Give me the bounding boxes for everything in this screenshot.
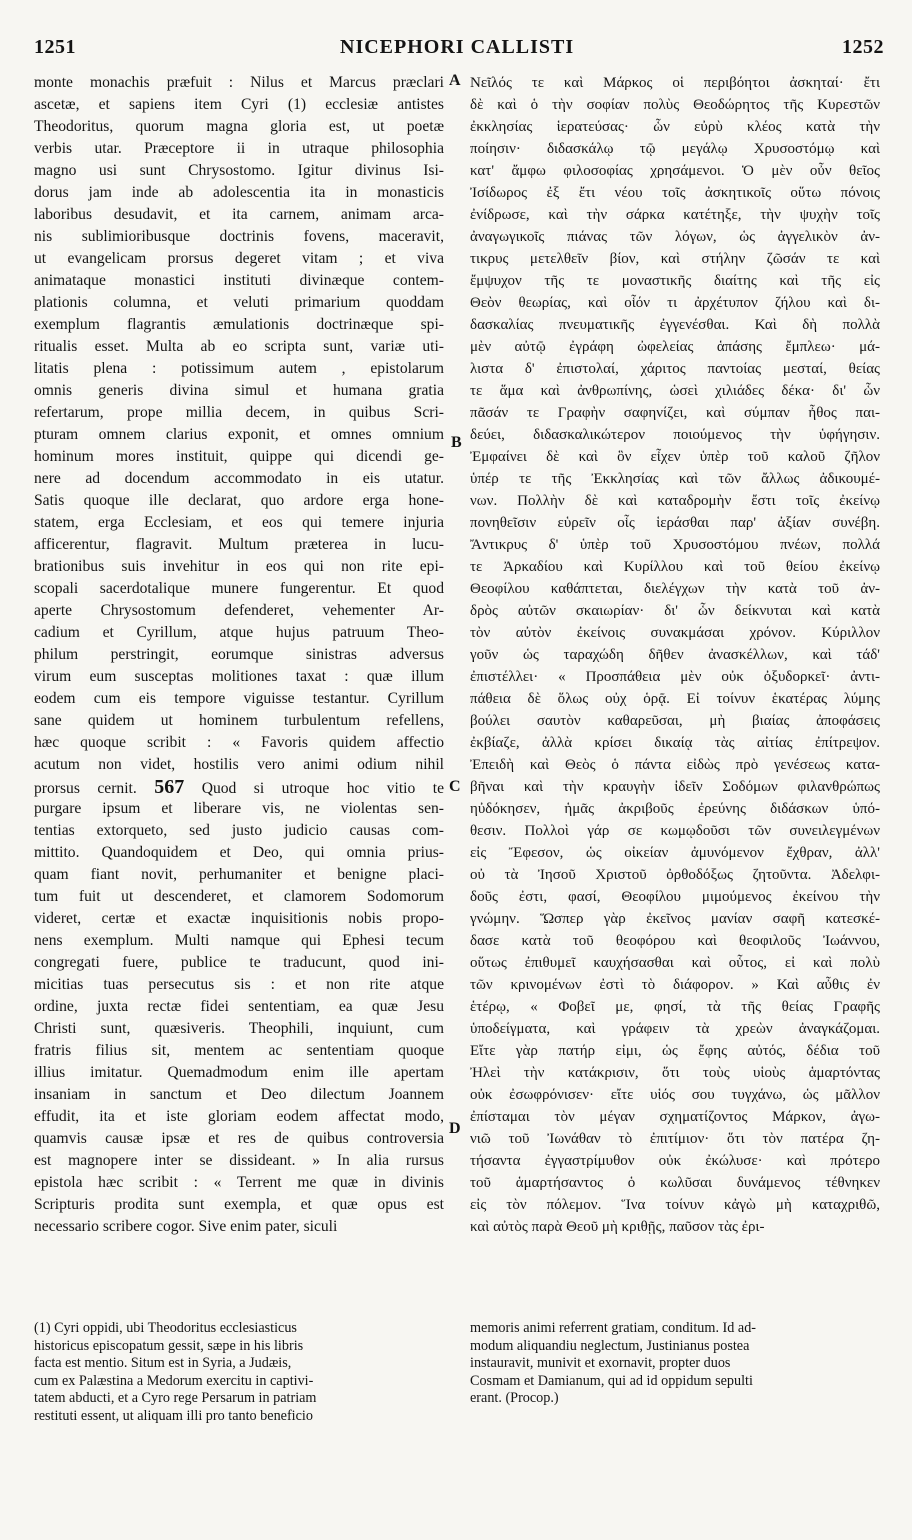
greek-text-line: Ἐπειδὴ καὶ Θεὸς ὁ πάντα εἰδὼς πρὸ γενέσεως κατα- [470,757,880,773]
margin-marker-d: D [449,1120,461,1137]
latin-text-line: aperte Chrysostomum defenderet, vehementer Ar- [34,602,444,619]
latin-text-line: plationis columna, et veluti primarium quoddam [34,294,444,311]
footnote-line: (1) Cyri oppidi, ubi Theodoritus ecclesiasticus [34,1320,297,1336]
greek-text-line: Ἐμφαίνει δὲ καὶ ὃν εἶχεν ὑπὲρ τοῦ καλοῦ ζῆλον [470,449,880,465]
greek-text-line: οὐκ ἐσωφρόνισεν· εἴτε υἱός σου τυγχάνω, ὡς μᾶλλον [470,1087,880,1103]
footnote-line: instauravit, munivit et exornavit, propter duos [470,1355,731,1372]
greek-text-line: Θεοφίλου καθάπτεται, διελέγχων τὴν κατὰ τοῦ ἀν- [470,581,880,597]
latin-text-line: Theodoritus, quorum magna gloria est, ut poetæ [34,118,444,135]
greek-text-column [470,72,880,1238]
latin-text-line: ut evangelicam prorsus degeret vitam ; et viva [34,250,444,267]
greek-text-line: λιστα δ' ἐπιστολαί, χάριτος παντοίας μεσταί, θείας [470,361,880,377]
latin-text-line: mittito. Quandoquidem et Deo, qui omnia prius- [34,844,444,861]
footnote-line: tatem abducti, et a Cyro rege Persarum in patriam [34,1390,317,1407]
latin-text-line: sane quidem ut hominem turbulentum refellens, [34,712,444,729]
margin-marker-a: A [449,72,461,89]
greek-text-line: εἰς τὸν πόλεμον. Ἵνα τοίνυν κἀγὼ μὴ καταχριθῶ, [470,1197,880,1213]
margin-marker-b: B [451,434,462,451]
greek-text-line: πονηθεῖσιν εὑρεῖν οἷς ἱεράσθαι παρ' ἀξίαν συνέβη. [470,515,880,531]
latin-text-line: cadium et Cyrillum, atque hujus patruum Theo- [34,624,444,641]
greek-text-line: τε Ἀρκαδίου καὶ Κυρίλλου καὶ τοῦ θείου ἐκείνῳ [470,559,880,575]
footnote-line: restituti essent, ut aliquam illi pro tanto beneficio [34,1407,313,1424]
latin-text-line: nere ad docendum accommodato in eis utatur. [34,470,444,487]
footnote-left [34,1320,444,1426]
latin-text-line: prorsus cernit. 567 Quod si utroque hoc vitio te [34,776,444,798]
latin-text-line: eodem cum eis tempore viguisse testantur. Cyrillum [34,690,444,707]
latin-text-line: nis sublimioribusque doctrinis fovens, maceravit, [34,228,444,245]
greek-text-line: Ἠλεὶ τὴν κατάκρισιν, ὅτι τοὺς υἱοὺς ἁμαρτόντας [470,1065,880,1081]
greek-text-line: ὑπέρ τε τῆς Ἐκκλησίας καὶ τῶν ἄλλως ἀδικουμέ- [470,471,880,487]
latin-text-line: illius imitatur. Quemadmodum enim ille apertam [34,1064,444,1081]
greek-text-line: μὲν αὐτῷ ἐγράφη ὠφελείας ἁπάσης ἔμπλεω· μά- [470,339,880,355]
latin-text-line: acutum non videt, hostilis vero animi odium nihil [34,756,444,773]
greek-text-line: οὕτως ἐπιθυμεῖ καυχήσασθαι καὶ οὗτος, εἰ καὶ πολὺ [470,955,880,971]
latin-text-line: ordine, juxta rectæ fidei sententiam, ea quæ Jesu [34,998,444,1015]
greek-text-line: ὑποδείγματα, καὶ γράφειν τὰ χρεὼν ἀναγκάζομαι. [470,1021,880,1037]
footnote-line: Cosmam et Damianum, qui ad id oppidum sepulti [470,1372,753,1389]
latin-text-line: afficerentur, flagravit. Multum præterea in lucu- [34,536,444,553]
greek-text-line: τοῦ ἁμαρτήσαντος ὁ κωλῦσαι δυνάμενος τέθνηκεν [470,1175,880,1191]
latin-text-line: brationibus suis invehitur in eos qui non rite epi- [34,558,444,575]
greek-text-line: Ἄντικρυς δ' ὑπὲρ τοῦ Χρυσοστόμου πνέων, πολλά [470,537,880,553]
greek-text-line: ηὐδόκησεν, ἡμᾶς ἀκριβοῦς ἐρεύνης διδάσκων ὑπό- [470,801,880,817]
latin-text-line: fratris filius sit, mentem ac sententiam quoque [34,1042,444,1059]
margin-marker-c: C [449,778,461,795]
greek-text-line: πάθεια δὲ ὅλως οὐχ ὁρᾷ. Εἰ τοίνυν ἑκατέρας λύμης [470,691,880,707]
greek-text-line: τῶν κρινομένων ἐστὶ τὸ διάφορον. » Καὶ αὖθις ἐν [470,977,880,993]
greek-text-line: τήσαντα ἐγγαστρίμυθον οὐκ ἐκώλυσε· καὶ πρότερο [470,1153,880,1169]
latin-text-line: hæc quoque scribit : « Favoris quidem affectio [34,734,444,751]
greek-text-line: δασε κατὰ τοῦ θεοφόρου καὶ θεοφιλοῦς Ἰωάννου, [470,933,880,949]
right-page-number: 1252 [842,36,884,58]
running-title: NICEPHORI CALLISTI [340,36,575,58]
greek-text-line: καὶ αὐτὸς παρὰ Θεοῦ μὴ κριθῇς, παῦσον τὰς ἐρι- [470,1219,765,1235]
greek-text-line: Θεὸν θεωρίας, καὶ οἷόν τι ἀρχέτυπον ζήλου καὶ δι- [470,295,880,311]
latin-text-line: quam fiant novit, perhumaniter et benigne placi- [34,866,444,883]
greek-text-line: νιῶ τοῦ Ἰωνάθαν τὸ ἐπιτίμιον· ὅτι τὸν πατέρα ζη- [470,1131,880,1147]
greek-text-line: εἰς Ἔφεσον, ὡς οἰκείαν ἀμυνόμενον ἔχθραν, ἀλλ' [470,845,880,861]
greek-text-line: δὲ καὶ ὁ τὴν σοφίαν πολὺς Θεοδώρητος τῆς Κυρεστῶν [470,97,880,113]
latin-text-line: litatis plena : potissimum autem , epistolarum [34,360,444,377]
latin-text-line: ritualis esset. Multa ab eo scripta sunt, variæ uti- [34,338,444,355]
latin-text-line: insaniam in sanctum et Deo dilectum Joannem [34,1086,444,1103]
latin-text-line: omnis generis divina simul et humana gratia [34,382,444,399]
latin-text-line: pturam omnem clarius exponit, et omnes omnium [34,426,444,443]
latin-text-line: dorus jam inde ab adolescentia ita in monasticis [34,184,444,201]
latin-text-line: magno usi sunt Chrysostomo. Igitur divinus Isi- [34,162,444,179]
greek-text-line: ἀναγωγικοῖς πιάνας τῶν λόγων, ὡς ἀγγελικὸν ἀν- [470,229,880,245]
greek-text-line: ἐπίσταμαι τὸν μέγαν σχηματίζοντος Μάρκον, ἀγω- [470,1109,880,1125]
greek-text-line: τε ἅμα καὶ ἀνθρωπίνης, ὡσεὶ χιλιάδες δέκα· δι' ὧν [470,383,880,399]
latin-text-line: laboribus desudavit, et ita carnem, animam arca- [34,206,444,223]
greek-text-line: οὐ τὰ Ἰησοῦ Χριστοῦ ὀρθοδόξως ζητοῦντα. Ἀδελφι- [470,867,880,883]
greek-text-line: ἔμψυχον τῆς τε μοναστικῆς διαίτης καὶ τῆς εἰς [470,273,880,289]
latin-text-line: ascetæ, et sapiens item Cyri (1) ecclesiæ antistes [34,96,444,113]
greek-text-line: ἐνίδρωσε, καὶ τὴν σάρκα κατέτηξε, τὴν ψυχὴν τοῖς [470,207,880,223]
latin-text-line: statem, erga Ecclesiam, et eos qui temere injuria [34,514,444,531]
greek-text-line: ἐκκλησίας ἱερατεύσας· ὧν εὐρὺ κλέος κατὰ τὴν [470,119,880,135]
greek-text-line: γνώμην. Ὥσπερ γὰρ ἐκεῖνος μανίαν σαφῆ κατεσκέ- [470,911,880,927]
latin-text-line: necessario scribere cogor. Sive enim pater, siculi [34,1218,338,1235]
footnote-line: facta est mentio. Situm est in Syria, a Judæis, [34,1355,292,1372]
latin-text-line: quamvis causæ ipsæ et res de quibus controversia [34,1130,444,1147]
left-page-number: 1251 [34,36,76,58]
greek-text-line: δρὸς αὐτῶν σκαιωρίαν· δι' ὧν δείκνυται καὶ κατὰ [470,603,880,619]
greek-text-line: Νεῖλός τε καὶ Μάρκος οἱ περιβόητοι ἀσκηταί· ἔτι [470,75,880,91]
latin-text-line: Christi sunt, quæsiveris. Theophili, inquiunt, cum [34,1020,444,1037]
footnote-line: memoris animi referrent gratiam, conditum. Id ad- [470,1320,757,1336]
greek-text-line: νων. Πολλὴν δὲ καὶ καταδρομὴν ἔστι τοῖς ἐκείνῳ [470,493,880,509]
greek-text-line: βούλει σαυτὸν καθαρεῦσαι, μὴ βιαίας ἀποφάσεις [470,713,880,729]
latin-text-line: micitias tuas persecutus sis : et non rite atque [34,976,444,993]
latin-text-line: epistola hæc scribit : « Terrent me quæ in divinis [34,1174,444,1191]
latin-text-line: purgare ipsum et liberare vis, ne violentas sen- [34,800,444,817]
latin-text-line: virum eum susceptas molitiones taxat : quæ illum [34,668,444,685]
inline-page-number: 567 [154,776,185,798]
latin-text-line: effudit, ita et iste gloriam eodem affectat modo, [34,1108,444,1125]
greek-text-line: πᾶσάν τε Γραφὴν σαφηνίζει, καὶ σύμπαν ἦθος παι- [470,405,880,421]
footnote-line: erant. (Procop.) [470,1390,559,1407]
latin-text-line: tentias extorqueto, sed justo judicio causas com- [34,822,444,839]
footnote-right [470,1320,880,1408]
greek-text-line: γοῦν ὡς ταραχώδη δῆθεν ἀνασκέλλων, καὶ τάδ' [470,647,880,663]
greek-text-line: δοῦς ἐστι, φασί, Θεοφίλου μιμούμενος ἐκείνου τὴν [470,889,880,905]
greek-text-line: βῆναι καὶ τὴν κραυγὴν ἰδεῖν Σοδόμων φιλανθρώπως [470,779,880,795]
greek-text-line: ἐκβίαζε, ἀλλὰ κρίσει δικαίᾳ τὰς αἰτίας ἐπίτρεψον. [470,735,880,751]
latin-text-line: exemplum flagrantis æmulationis doctrinæque spi- [34,316,444,333]
footnote-line: modum aliquandiu neglectum, Justinianus postea [470,1337,750,1354]
latin-text-line: Scripturis prodita sunt exempla, et quæ opus est [34,1196,444,1213]
latin-text-column [34,72,444,1238]
latin-text-line: est magnopere inter se dissideant. » In alia rursus [34,1152,444,1169]
latin-text-line: refertarum, prope millia decem, in quibus Scri- [34,404,444,421]
latin-text-line: tum fuit ut descenderet, et clamorem Sodomorum [34,888,444,905]
latin-text-line: animataque monastici instituti divinæque contem- [34,272,444,289]
greek-text-line: δεύει, διδασκαλικώτερον ποιούμενος τὴν ὑφήγησιν. [470,427,880,443]
latin-text-line: videret, certæ et exactæ inquisitionis nobis propo- [34,910,444,927]
greek-text-line: ἑτέρῳ, « Φοβεῖ με, φησί, τὰ τῆς θείας Γραφῆς [470,999,880,1015]
greek-text-line: θεσιν. Πολλοὶ γάρ σε κωμῳδοῦσι τῶν συνειλεγμένων [470,823,880,839]
latin-text-line: Satis quoque ille declarat, quo ardore erga hone- [34,492,444,509]
greek-text-line: δασκαλίας πνευματικῆς ἐγγενέσθαι. Καὶ δὴ πολλὰ [470,317,880,333]
latin-text-line: philum perstringit, eorumque sinistras adversus [34,646,444,663]
footnote-line: cum ex Palæstina a Medorum exercitu in captivi- [34,1372,314,1389]
greek-text-line: ποίησιν· διδασκάλῳ τῷ μεγάλῳ Χρυσοστόμῳ καὶ [470,141,880,157]
latin-text-line: congregati fuere, publice te traducunt, quod ini- [34,954,444,971]
footnote-line: historicus episcopatum gessit, sæpe in his libris [34,1337,304,1354]
greek-text-line: Εἴτε γὰρ πατήρ εἰμι, ὡς ἔφης αὐτός, δέδια τοῦ [470,1043,880,1059]
latin-text-line: scopali sacerdotalique munere fungerentur. Et quod [34,580,444,597]
latin-text-line: nens exemplum. Multi namque qui Ephesi tecum [34,932,444,949]
greek-text-line: ἐπιστέλλει· « Προσπάθεια μὲν οὐκ ὀξυδορκεῖ· ἀντι- [470,669,880,685]
latin-text-line: hominum mores instituit, quippe qui dicendi ge- [34,448,444,465]
greek-text-line: τικρυς μετελθεῖν βίον, καὶ στήλην ζῶσάν τε καὶ [470,251,880,267]
latin-text-line: monte monachis præfuit : Nilus et Marcus præclari [34,74,444,91]
greek-text-line: Ἰσίδωρος ἐξ ἔτι νέου τοῖς ἀσκητικοῖς οὕτω πόνοις [470,185,880,201]
latin-text-line: verbis utar. Præceptore ii in utraque philosophia [34,140,444,157]
greek-text-line: τὸν αὐτὸν ἐκείνοις συνακμάσαι χρόνον. Κύριλλον [470,625,880,641]
greek-text-line: κατ' ἄμφω φιλοσοφίας χρησάμενοι. Ὁ μὲν οὖν θεῖος [470,163,880,179]
